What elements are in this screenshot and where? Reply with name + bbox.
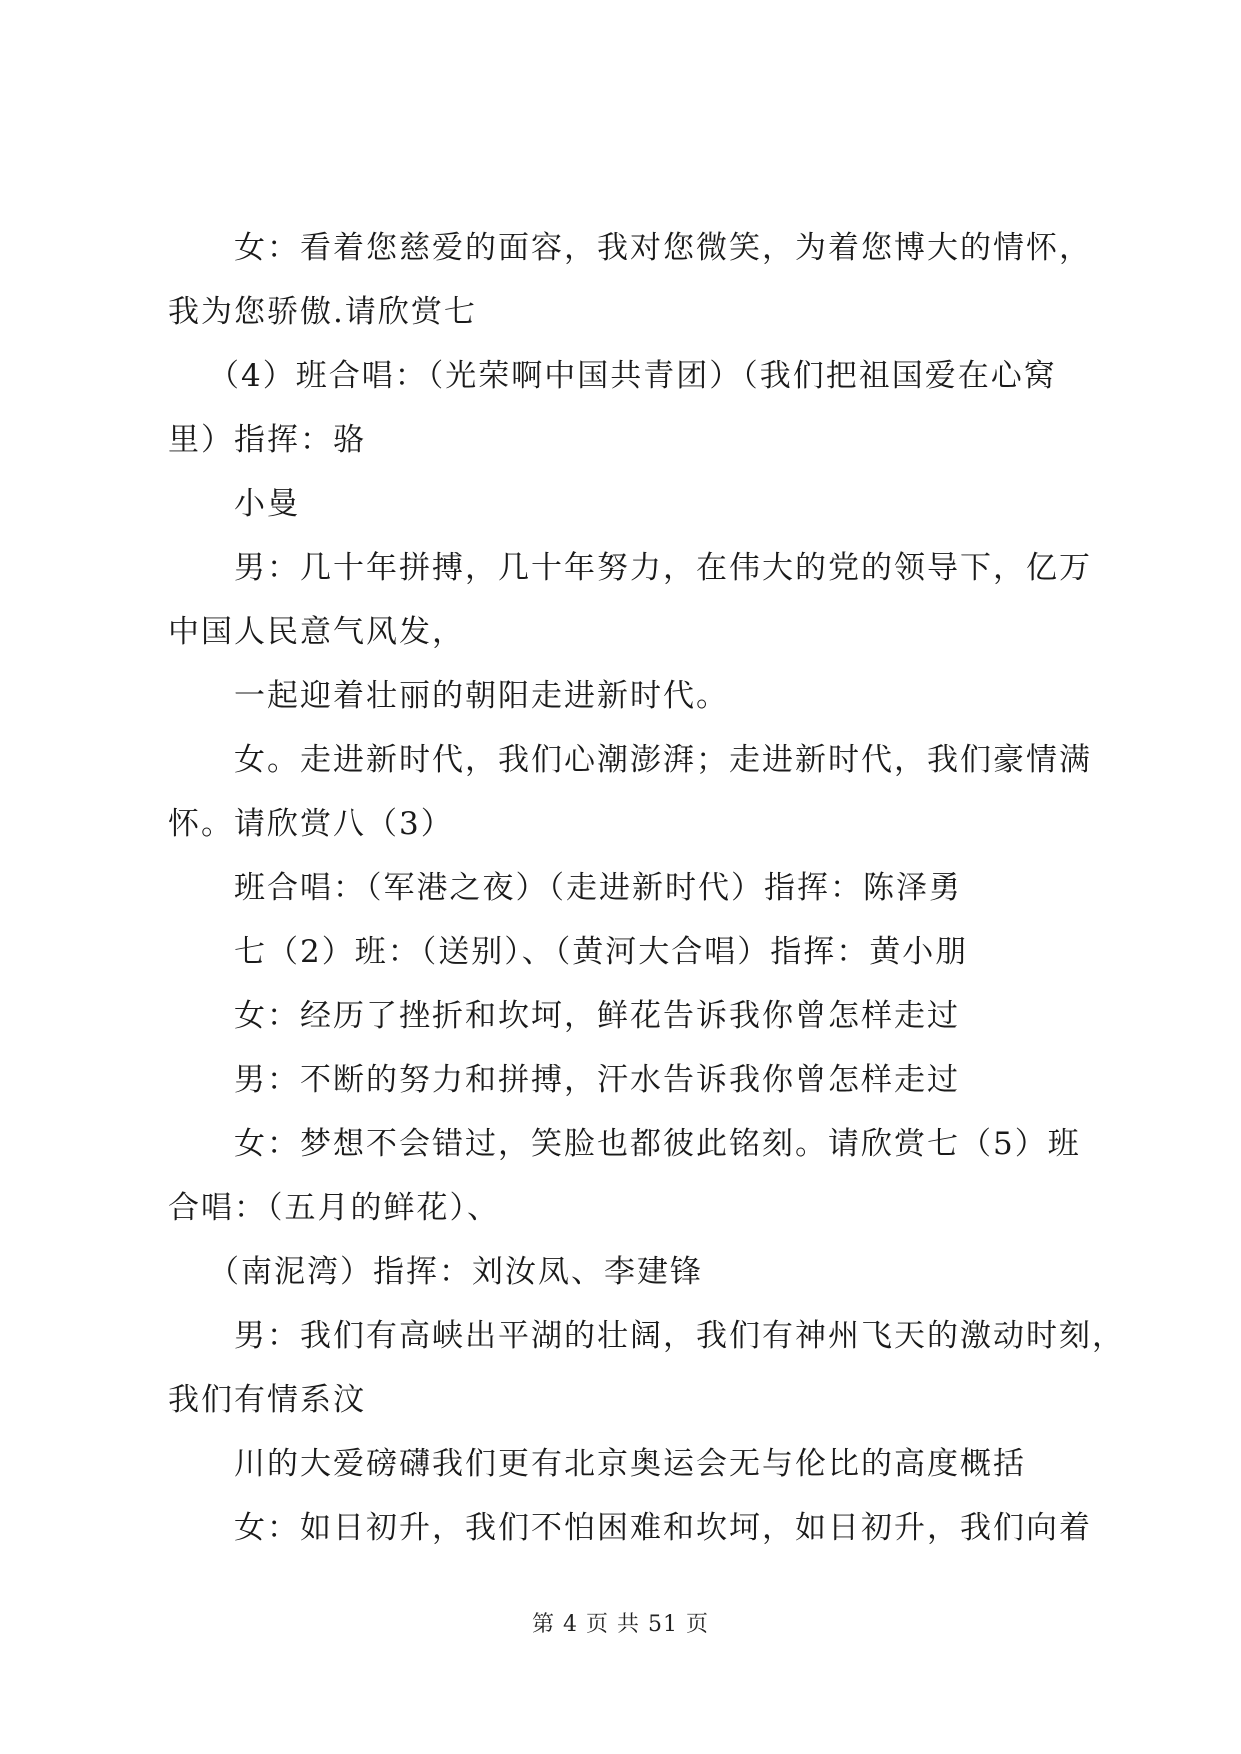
text-line: 七（2）班：（送别）、（黄河大合唱）指挥：黄小朋 <box>234 934 969 970</box>
text-line: 怀。请欣赏八（3） <box>168 806 454 842</box>
text-line: 一起迎着壮丽的朝阳走进新时代。 <box>234 678 729 714</box>
text-line: 女。走进新时代，我们心潮澎湃；走进新时代，我们豪情满 <box>234 742 1092 778</box>
text-line: 中国人民意气风发， <box>168 614 465 650</box>
text-line: 里）指挥：骆 <box>168 422 366 458</box>
text-line: 女：看着您慈爱的面容，我对您微笑，为着您博大的情怀， <box>234 230 1092 266</box>
text-line: 男：不断的努力和拼搏，汗水告诉我你曾怎样走过 <box>234 1062 960 1098</box>
text-line: 女：经历了挫折和坎坷，鲜花告诉我你曾怎样走过 <box>234 998 960 1034</box>
text-line: 我为您骄傲.请欣赏七 <box>168 294 477 330</box>
text-line: 男：几十年拼搏，几十年努力，在伟大的党的领导下，亿万 <box>234 550 1092 586</box>
text-line: 女：如日初升，我们不怕困难和坎坷，如日初升，我们向着 <box>234 1510 1092 1546</box>
text-line: 川的大爱磅礴我们更有北京奥运会无与伦比的高度概括 <box>234 1446 1026 1482</box>
text-line: （南泥湾）指挥：刘汝凤、李建锋 <box>208 1254 703 1290</box>
text-line: （4）班合唱：（光荣啊中国共青团）（我们把祖国爱在心窝 <box>208 358 1057 394</box>
text-line: 我们有情系汶 <box>168 1382 366 1418</box>
text-line: 合唱：（五月的鲜花）、 <box>168 1190 500 1226</box>
text-line: 班合唱：（军港之夜）（走进新时代）指挥：陈泽勇 <box>234 870 962 906</box>
text-line: 女：梦想不会错过，笑脸也都彼此铭刻。请欣赏七（5）班 <box>234 1126 1081 1162</box>
text-line: 男：我们有高峡出平湖的壮阔，我们有神州飞天的激动时刻， <box>234 1318 1125 1354</box>
page-number-footer: 第 4 页 共 51 页 <box>532 1612 709 1637</box>
text-line: 小曼 <box>234 486 300 522</box>
document-body <box>168 230 1125 1574</box>
